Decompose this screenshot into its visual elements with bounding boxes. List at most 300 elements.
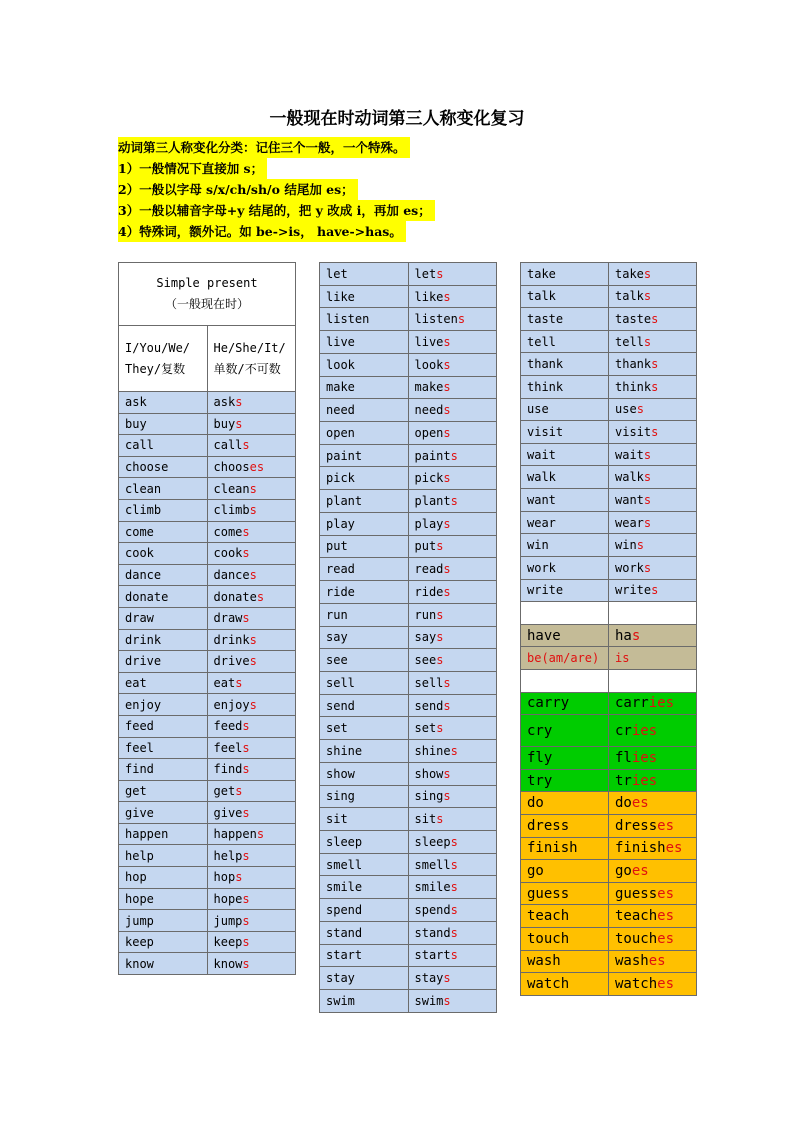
blank-cell — [521, 669, 609, 692]
col1-line2: They/复数 — [125, 361, 186, 376]
verb-stem: run — [414, 607, 437, 622]
verb-stem: win — [615, 538, 637, 553]
table-row — [119, 607, 296, 629]
base-verb-cell: teach — [521, 905, 609, 928]
third-person-cell — [609, 860, 697, 883]
verb-stem: let — [414, 266, 437, 281]
base-verb-cell: happen — [119, 823, 208, 845]
verb-stem: drive — [213, 654, 250, 669]
third-person-cell — [609, 285, 697, 308]
verb-suffix: s — [235, 395, 243, 410]
base-verb-cell: thank — [521, 353, 609, 376]
verb-stem: use — [615, 402, 637, 417]
verb-suffix: s — [443, 562, 451, 577]
verb-suffix: s — [443, 789, 451, 804]
verb-table-1 — [118, 262, 296, 975]
verb-suffix: s — [643, 515, 652, 530]
verb-stem: hope — [213, 891, 243, 906]
verb-stem: do — [615, 795, 632, 812]
base-verb-cell: need — [320, 399, 409, 422]
verb-stem: give — [213, 805, 243, 820]
third-person-cell — [408, 694, 497, 717]
third-person-cell — [609, 624, 697, 647]
verb-stem: happen — [213, 827, 257, 842]
table-row — [320, 331, 497, 354]
third-person-cell — [408, 830, 497, 853]
verb-stem: ha — [615, 627, 632, 644]
third-person-cell — [609, 353, 697, 376]
rule-2: 2）一般以字母 s/x/ch/sh/o 结尾加 es； — [118, 179, 358, 200]
verb-suffix: s — [450, 948, 458, 963]
verb-stem: shine — [414, 743, 451, 758]
third-person-cell — [408, 444, 497, 467]
verb-stem: go — [615, 863, 632, 880]
base-verb-cell: live — [320, 331, 409, 354]
verb-suffix: es — [631, 863, 649, 880]
table-row — [521, 443, 697, 466]
third-person-cell — [408, 990, 497, 1013]
table-row — [119, 694, 296, 716]
third-person-cell — [408, 853, 497, 876]
base-verb-cell: cook — [119, 543, 208, 565]
third-person-cell — [408, 671, 497, 694]
verb-stem: cook — [213, 546, 243, 561]
verb-stem: put — [414, 539, 437, 554]
third-person-cell — [609, 330, 697, 353]
verb-suffix: es — [657, 930, 675, 947]
verb-stem: live — [414, 335, 444, 350]
third-person-cell — [408, 558, 497, 581]
verb-stem: send — [414, 698, 444, 713]
third-person-cell — [408, 649, 497, 672]
base-verb-cell: drink — [119, 629, 208, 651]
verb-stem: dance — [213, 568, 250, 583]
header-cell — [119, 263, 296, 326]
table-header-row — [119, 263, 296, 326]
table-row — [119, 672, 296, 694]
verb-suffix: s — [249, 481, 257, 496]
verb-suffix: s — [643, 447, 652, 462]
base-verb-cell: take — [521, 263, 609, 286]
base-verb-cell: read — [320, 558, 409, 581]
verb-stem: paint — [414, 448, 451, 463]
third-person-cell — [207, 499, 296, 521]
verb-stem: read — [414, 562, 444, 577]
verb-stem: open — [414, 425, 444, 440]
third-person-cell — [408, 467, 497, 490]
verb-stem: talk — [615, 289, 644, 304]
table-row — [521, 715, 697, 747]
third-person-cell — [207, 607, 296, 629]
third-person-cell — [609, 769, 697, 792]
verb-suffix: s — [242, 891, 250, 906]
third-person-cell — [207, 715, 296, 737]
base-verb-cell: choose — [119, 456, 208, 478]
verb-stem: sing — [414, 789, 444, 804]
base-verb-cell: carry — [521, 692, 609, 715]
verb-suffix: s — [242, 524, 250, 539]
base-verb-cell: go — [521, 860, 609, 883]
table-row — [119, 435, 296, 457]
verb-suffix: s — [235, 783, 243, 798]
table-row — [320, 990, 497, 1013]
table-row — [320, 285, 497, 308]
third-person-cell — [609, 837, 697, 860]
verb-suffix: s — [242, 805, 250, 820]
base-verb-cell: help — [119, 845, 208, 867]
verb-suffix: is — [615, 651, 630, 666]
verb-stem: write — [615, 583, 652, 598]
verb-suffix: s — [636, 538, 644, 553]
third-person-cell — [609, 715, 697, 747]
table-row — [521, 489, 697, 512]
verb-stem: buy — [213, 416, 236, 431]
verb-suffix: s — [631, 627, 641, 644]
base-verb-cell: donate — [119, 586, 208, 608]
verb-stem: stand — [414, 925, 451, 940]
third-person-cell — [609, 792, 697, 815]
table-row — [521, 466, 697, 489]
table-row — [521, 769, 697, 792]
verb-stem: see — [414, 653, 437, 668]
third-person-cell — [609, 882, 697, 905]
table-row — [119, 392, 296, 414]
table-row — [320, 490, 497, 513]
verb-suffix: s — [242, 956, 250, 971]
third-person-cell — [207, 629, 296, 651]
base-verb-cell: jump — [119, 910, 208, 932]
table-row — [320, 353, 497, 376]
third-person-cell — [207, 435, 296, 457]
table-row — [521, 353, 697, 376]
third-person-cell — [408, 581, 497, 604]
verb-suffix: s — [256, 827, 265, 842]
third-person-cell — [609, 692, 697, 715]
base-verb-cell: make — [320, 376, 409, 399]
verb-suffix: s — [242, 719, 250, 734]
verb-suffix: s — [436, 607, 444, 622]
base-verb-cell: run — [320, 603, 409, 626]
verb-suffix: s — [651, 379, 659, 394]
verb-suffix: es — [665, 840, 683, 857]
table-row — [521, 815, 697, 838]
verb-stem: jump — [213, 913, 243, 928]
verb-stem: tr — [615, 772, 632, 789]
verb-stem: play — [414, 516, 444, 531]
table-row — [521, 263, 697, 286]
verb-stem: teach — [615, 908, 658, 925]
third-person-cell — [609, 973, 697, 996]
table-row — [521, 692, 697, 715]
third-person-cell — [408, 944, 497, 967]
table-row — [521, 398, 697, 421]
third-person-cell — [207, 392, 296, 414]
verb-suffix: s — [235, 870, 243, 885]
table-row — [521, 579, 697, 602]
verb-suffix: s — [249, 503, 257, 518]
base-verb-cell: wear — [521, 511, 609, 534]
base-verb-cell: stay — [320, 967, 409, 990]
table-row — [119, 478, 296, 500]
table-row — [320, 921, 497, 944]
base-verb-cell: guess — [521, 882, 609, 905]
verb-suffix: es — [657, 885, 675, 902]
rules-list — [118, 137, 435, 242]
verb-stem: pick — [414, 471, 444, 486]
base-verb-cell: dress — [521, 815, 609, 838]
base-verb-cell: play — [320, 512, 409, 535]
base-verb-cell: plant — [320, 490, 409, 513]
base-verb-cell: smile — [320, 876, 409, 899]
verb-suffix: s — [436, 812, 444, 827]
base-verb-cell: wash — [521, 950, 609, 973]
base-verb-cell: climb — [119, 499, 208, 521]
third-person-cell — [207, 694, 296, 716]
verb-stem: walk — [615, 470, 644, 485]
table-row — [119, 456, 296, 478]
base-verb-cell: hop — [119, 867, 208, 889]
verb-suffix: s — [457, 312, 466, 327]
base-verb-cell: ask — [119, 392, 208, 414]
third-person-cell — [207, 672, 296, 694]
table-row — [119, 823, 296, 845]
third-person-cell — [609, 263, 697, 286]
table-row — [320, 671, 497, 694]
verb-stem: call — [213, 438, 243, 453]
verb-suffix: s — [443, 335, 451, 350]
base-verb-cell: sit — [320, 808, 409, 831]
verb-stem: smile — [414, 880, 451, 895]
base-verb-cell: swim — [320, 990, 409, 1013]
third-person-cell — [408, 762, 497, 785]
verb-suffix: s — [256, 589, 265, 604]
verb-suffix: s — [450, 494, 458, 509]
third-person-cell — [408, 626, 497, 649]
base-verb-cell: do — [521, 792, 609, 815]
base-verb-cell: cry — [521, 715, 609, 747]
base-verb-cell: keep — [119, 931, 208, 953]
third-person-cell — [207, 651, 296, 673]
third-person-cell — [408, 285, 497, 308]
verb-suffix: s — [443, 357, 451, 372]
verb-stem: thank — [615, 357, 652, 372]
base-verb-cell: feed — [119, 715, 208, 737]
table-row — [320, 422, 497, 445]
verb-suffix: es — [631, 795, 649, 812]
base-verb-cell: call — [119, 435, 208, 457]
third-person-cell — [207, 456, 296, 478]
blank-cell — [609, 669, 697, 692]
verb-stem: watch — [615, 976, 658, 993]
third-person-cell — [609, 534, 697, 557]
third-person-cell — [408, 490, 497, 513]
rule-4: 4）特殊词，额外记。如 be->is， have->has。 — [118, 221, 406, 242]
table-row — [320, 603, 497, 626]
verb-stem: ask — [213, 395, 236, 410]
verb-stem: take — [615, 266, 644, 281]
verb-stem: come — [213, 524, 243, 539]
table-row — [320, 558, 497, 581]
table-row — [320, 717, 497, 740]
verb-stem: ride — [414, 584, 444, 599]
base-verb-cell: get — [119, 780, 208, 802]
verb-stem: wash — [615, 953, 649, 970]
verb-stem: feed — [213, 719, 243, 734]
verb-suffix: es — [657, 908, 675, 925]
table-row — [320, 626, 497, 649]
third-person-cell — [408, 603, 497, 626]
verb-suffix: s — [235, 676, 243, 691]
verb-stem: say — [414, 630, 437, 645]
verb-suffix: s — [450, 857, 458, 872]
base-verb-cell: sell — [320, 671, 409, 694]
verb-suffix: s — [651, 312, 659, 327]
verb-stem: choos — [213, 460, 250, 475]
table-row — [119, 780, 296, 802]
verb-suffix: s — [443, 675, 451, 690]
verb-suffix: s — [643, 470, 652, 485]
col1-line1: I/You/We/ — [125, 340, 191, 355]
verb-stem: show — [414, 766, 444, 781]
table-row — [320, 830, 497, 853]
verb-suffix: s — [242, 913, 250, 928]
verb-suffix: s — [242, 546, 250, 561]
verb-stem: enjoy — [213, 697, 250, 712]
verb-stem: swim — [414, 993, 444, 1008]
base-verb-cell: want — [521, 489, 609, 512]
verb-stem: draw — [213, 611, 243, 626]
verb-stem: sit — [414, 812, 437, 827]
third-person-cell — [408, 899, 497, 922]
base-verb-cell: put — [320, 535, 409, 558]
table-row — [119, 715, 296, 737]
verb-suffix: ies — [631, 722, 658, 739]
verb-stem: wait — [615, 447, 644, 462]
verb-suffix: s — [443, 993, 451, 1008]
table-row — [320, 740, 497, 763]
table-row — [320, 512, 497, 535]
third-person-cell — [408, 717, 497, 740]
verb-suffix: s — [436, 630, 444, 645]
base-verb-cell: see — [320, 649, 409, 672]
third-person-cell — [609, 647, 697, 670]
third-person-cell — [408, 353, 497, 376]
table-row — [521, 792, 697, 815]
third-person-cell — [207, 888, 296, 910]
base-verb-cell: fly — [521, 747, 609, 770]
verb-suffix: s — [443, 471, 451, 486]
verb-stem: stay — [414, 971, 444, 986]
table-row — [119, 910, 296, 932]
table-row — [119, 931, 296, 953]
table-row — [119, 845, 296, 867]
verb-stem: taste — [615, 312, 652, 327]
base-verb-cell: know — [119, 953, 208, 975]
table-row — [521, 376, 697, 399]
third-person-cell — [609, 905, 697, 928]
third-person-cell — [408, 785, 497, 808]
base-verb-cell: let — [320, 263, 409, 286]
table-row — [521, 647, 697, 670]
third-person-cell — [207, 823, 296, 845]
base-verb-cell: say — [320, 626, 409, 649]
base-verb-cell: talk — [521, 285, 609, 308]
base-verb-cell: finish — [521, 837, 609, 860]
verb-stem: spend — [414, 902, 451, 917]
verb-suffix: s — [643, 560, 652, 575]
base-verb-cell: sing — [320, 785, 409, 808]
table-row — [119, 413, 296, 435]
third-person-cell — [207, 737, 296, 759]
verb-suffix: s — [436, 721, 444, 736]
table-row — [320, 467, 497, 490]
table-row — [521, 882, 697, 905]
base-verb-cell: drive — [119, 651, 208, 673]
table-row — [521, 837, 697, 860]
third-person-cell — [609, 815, 697, 838]
base-verb-cell: paint — [320, 444, 409, 467]
third-person-cell — [207, 802, 296, 824]
third-person-cell — [408, 535, 497, 558]
base-verb-cell: win — [521, 534, 609, 557]
table-row — [119, 586, 296, 608]
table-row — [320, 967, 497, 990]
third-person-cell — [408, 876, 497, 899]
third-person-cell — [408, 263, 497, 286]
verb-stem: touch — [615, 930, 658, 947]
verb-suffix: ies — [631, 772, 658, 789]
verb-stem: keep — [213, 935, 243, 950]
verb-stem: listen — [414, 312, 458, 327]
verb-suffix: s — [242, 611, 250, 626]
verb-suffix: s — [450, 880, 458, 895]
third-person-cell — [609, 747, 697, 770]
col2-line1: He/She/It/ — [213, 340, 286, 355]
base-verb-cell: think — [521, 376, 609, 399]
third-person-cell — [207, 867, 296, 889]
table-row — [320, 444, 497, 467]
third-person-cell — [609, 579, 697, 602]
third-person-cell — [609, 398, 697, 421]
verb-stem: smell — [414, 857, 451, 872]
verb-suffix: s — [249, 697, 257, 712]
table-row — [320, 263, 497, 286]
third-person-cell — [408, 921, 497, 944]
table-row — [320, 944, 497, 967]
base-verb-cell: feel — [119, 737, 208, 759]
blank-cell — [521, 602, 609, 625]
table-row — [119, 521, 296, 543]
verb-suffix: ies — [648, 695, 675, 712]
verb-stem: look — [414, 357, 444, 372]
table-row — [521, 556, 697, 579]
third-person-cell — [609, 928, 697, 951]
base-verb-cell: watch — [521, 973, 609, 996]
table-row — [521, 421, 697, 444]
header-subtitle: （一般现在时） — [164, 297, 249, 311]
verb-suffix: s — [651, 425, 659, 440]
base-verb-cell: start — [320, 944, 409, 967]
verb-stem: fl — [615, 749, 632, 766]
third-person-cell — [207, 910, 296, 932]
page-title: 一般现在时动词第三人称变化复习 — [269, 109, 525, 129]
table-row — [320, 853, 497, 876]
third-person-cell — [408, 512, 497, 535]
verb-suffix: es — [249, 460, 265, 475]
verb-suffix: es — [648, 953, 666, 970]
third-person-cell — [207, 521, 296, 543]
table-row — [521, 928, 697, 951]
